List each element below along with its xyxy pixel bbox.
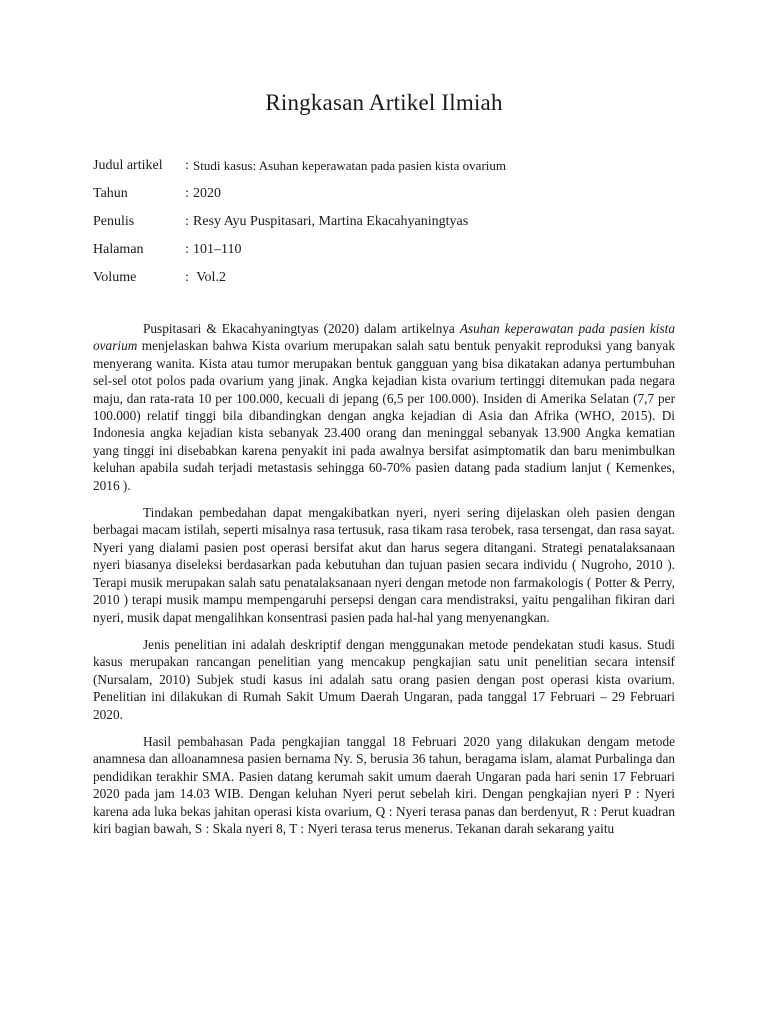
paragraph-results: Hasil pembahasan Pada pengkajian tanggal 18 Februari 2020 yang dilakukan dengam metode anamnesa dan alloanamnesa pasien bernama Ny. S, berusia 36 tahun, beragama islam, alamat Purbalinga dan pendidikan terakhir SMA. Pasien datang kerumah sakit umum daerah Ungaran pada hari senin 17 Februari 2020 pada jam 14.03 WIB. Dengan keluhan Nyeri perut sebelah kiri. Dengan pengkajian nyeri P : Nyeri karena ada luka bekas jahitan operasi kista ovarium, Q : Nyeri terasa panas dan berdenyut, R : Perut kuadran kiri bagian bawah, S : Skala nyeri 8, T : Nyeri terasa terus menerus. Tekanan darah sekarang yaitu: [93, 733, 675, 836]
meta-value: Vol.2: [193, 270, 226, 285]
paragraph-intro: [93, 320, 675, 494]
meta-row-pages: [93, 236, 693, 264]
article-title-italic: Asuhan keperawatan pada pasien kista ovarium: [93, 321, 675, 354]
document-body: [93, 320, 675, 847]
paragraph-text: menjelaskan bahwa Kista ovarium merupakan salah satu bentuk penyakit reproduksi yang banyak menyerang wanita. Kista atau tumor merupakan bentuk gangguan yang bisa dikatakan adanya pertumbuhan sel-sel otot polos pada ovarium yang jinak. Angka kejadian kista ovarium tertinggi ditemukan pada negara maju, dan rata-rata 10 per 100.000, kecuali di jepang (6,5 per 100.000). Insiden di Amerika Selatan (7,7 per 100.000) relatif tinggi bila dibandingkan dengan angka kejadian di Asia dan Afrika (WHO, 2015). Di Indonesia angka kejadian kista sebanyak 23.400 orang dan meninggal sebanyak 13.900 Angka kematian yang tinggi ini disebabkan karena penyakit ini pada awalnya bersifat asimptomatik dan baru menimbulkan keluhan apabila sudah terjadi metastasis sehingga 60-70% pasien datang pada stadium lanjut ( Kemenkes, 2016 ).: [93, 338, 675, 493]
meta-separator: :: [185, 270, 189, 285]
meta-row-authors: [93, 208, 693, 236]
paragraph-method: Jenis penelitian ini adalah deskriptif dengan menggunakan metode pendekatan studi kasus. Studi kasus merupakan rancangan penelitian yang mencakup pengkajian satu unit penelitian secara intensif (Nursalam, 2010) Subjek studi kasus ini adalah satu orang pasien dengan post operasi kista ovarium. Penelitian ini dilakukan di Rumah Sakit Umum Daerah Ungaran, pada tanggal 17 Februari – 29 Februari 2020.: [93, 636, 675, 722]
meta-separator: :: [185, 242, 189, 257]
paragraph-surgery-pain: Tindakan pembedahan dapat mengakibatkan nyeri, nyeri sering dijelaskan oleh pasien dengan berbagai macam istilah, seperti misalnya rasa tertusuk, rasa tikam rasa terobek, rasa tersengat, dan rasa sayat. Nyeri yang dialami pasien post operasi bersifat akut dan harus segera ditangani. Strategi penatalaksanaan nyeri biasanya diseleksi berdasarkan pada kebutuhan dan tujuan pasien secara individu ( Nugroho, 2010 ). Terapi musik merupakan salah satu penatalaksanaan nyeri dengan metode non farmakologis ( Potter & Perry, 2010 ) terapi musik mampu mempengaruhi persepsi dengan cara mendistraksi, yaitu pengalihan fikiran dari nyeri, musik dapat mengalihkan konsentrasi pasien pada hal-hal yang menyenangkan.: [93, 505, 675, 625]
paragraph-text: Puspitasari & Ekacahyaningtyas (2020) dalam artikelnya: [143, 321, 460, 336]
meta-label: Penulis: [93, 214, 135, 229]
meta-row-title: [93, 152, 693, 180]
meta-separator: :: [185, 214, 189, 229]
meta-separator: :: [185, 158, 189, 173]
meta-value: 2020: [193, 186, 221, 201]
meta-row-year: [93, 180, 693, 208]
article-metadata: [93, 152, 693, 292]
meta-label: Tahun: [93, 186, 128, 201]
meta-value: Studi kasus: Asuhan keperawatan pada pasien kista ovarium: [193, 158, 507, 173]
meta-value: Resy Ayu Puspitasari, Martina Ekacahyaningtyas: [193, 214, 469, 229]
meta-label: Halaman: [93, 242, 144, 257]
document-title: Ringkasan Artikel Ilmiah: [265, 90, 503, 115]
meta-label: Volume: [93, 270, 137, 285]
meta-separator: :: [185, 186, 189, 201]
meta-value: 101–110: [193, 242, 242, 257]
meta-label: Judul artikel: [93, 158, 163, 173]
meta-row-volume: [93, 264, 693, 292]
